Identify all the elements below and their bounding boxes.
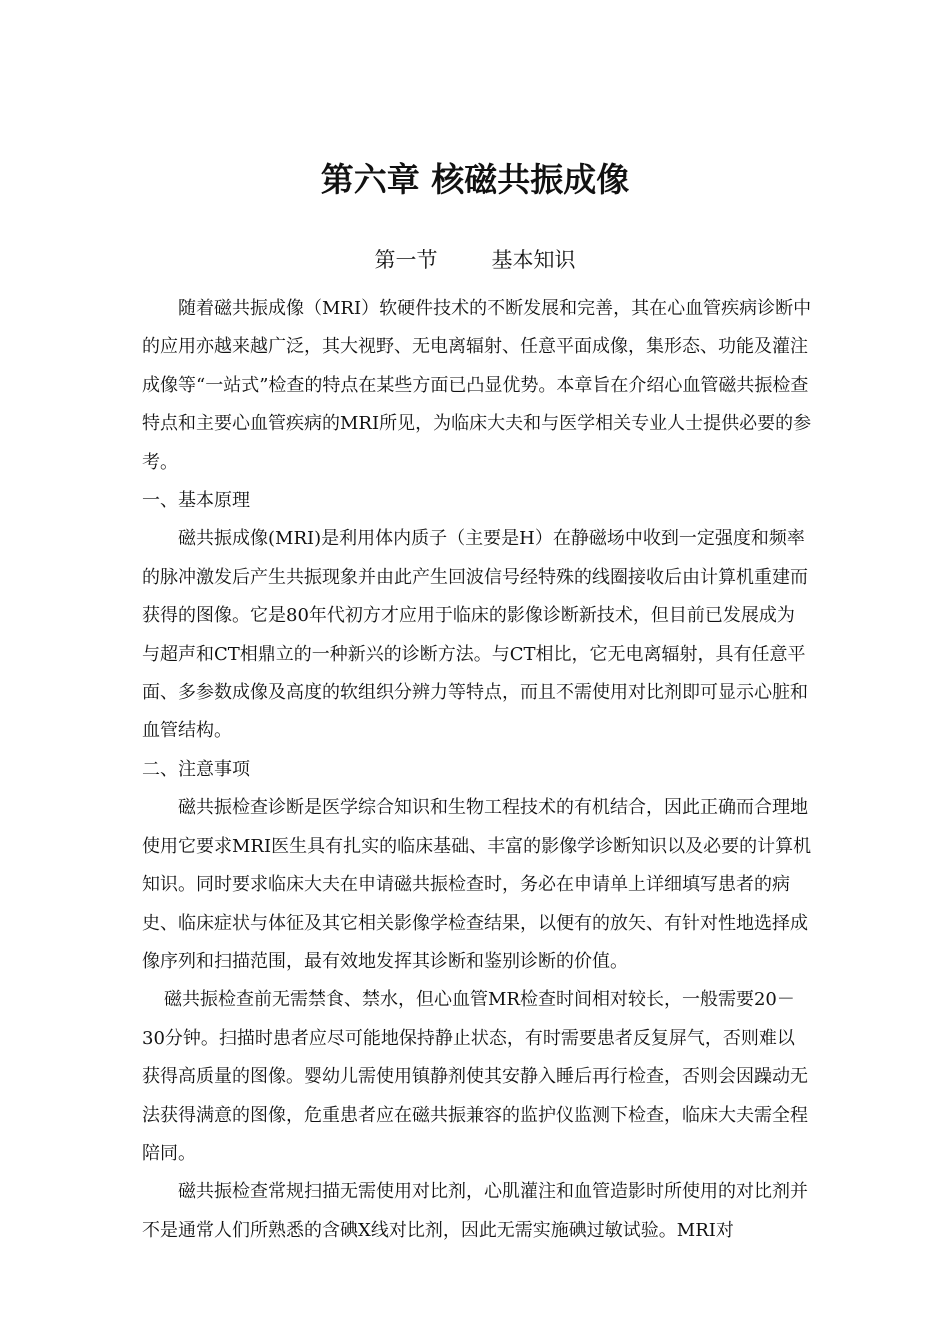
heading-basic-principle: 一、基本原理 xyxy=(142,490,250,512)
document-body xyxy=(142,290,812,1250)
notice-paragraph-1: 磁共振检查诊断是医学综合知识和生物工程技术的有机结合，因此正确而合理地使用它要求MRI医生具有扎实的临床基础、丰富的影像学诊断知识以及必要的计算机知识。同时要求临床大夫在申请磁共振检查时，务必在申请单上详细填写患者的病史、临床症状与体征及其它相关影像学检查结果，以便有的放矢、有针对性地选择成像序列和扫描范围，最有效地发挥其诊断和鉴别诊断的价值。 xyxy=(142,797,812,972)
section-name: 基本知识 xyxy=(491,248,576,272)
section-title xyxy=(0,242,950,278)
chapter-title: 第六章 核磁共振成像 xyxy=(320,160,630,199)
intro-paragraph: 随着磁共振成像（MRI）软硬件技术的不断发展和完善，其在心血管疾病诊断中的应用亦越来越广泛，其大视野、无电离辐射、任意平面成像，集形态、功能及灌注成像等“一站式”检查的特点在某些方面已凸显优势。本章旨在介绍心血管磁共振检查特点和主要心血管疾病的MRI所见，为临床大夫和与医学相关专业人士提供必要的参考。 xyxy=(142,298,812,473)
principle-paragraph: 磁共振成像(MRI)是利用体内质子（主要是H）在静磁场中收到一定强度和频率的脉冲激发后产生共振现象并由此产生回波信号经特殊的线圈接收后由计算机重建而获得的图像。它是80年代初方才应用于临床的影像诊断新技术，但目前已发展成为与超声和CT相鼎立的一种新兴的诊断方法。与CT相比，它无电离辐射，具有任意平面、多参数成像及高度的软组织分辨力等特点，而且不需使用对比剂即可显示心脏和血管结构。 xyxy=(142,528,808,742)
heading-notice: 二、注意事项 xyxy=(142,758,250,780)
notice-paragraph-2: 磁共振检查前无需禁食、禁水，但心血管MR检查时间相对较长，一般需要20－30分钟。扫描时患者应尽可能地保持静止状态，有时需要患者反复屏气，否则难以获得高质量的图像。婴幼儿需使用镇静剂使其安静入睡后再行检查，否则会因躁动无法获得满意的图像，危重患者应在磁共振兼容的监护仪监测下检查，临床大夫需全程陪同。 xyxy=(142,989,808,1164)
notice-paragraph-3: 磁共振检查常规扫描无需使用对比剂，心肌灌注和血管造影时所使用的对比剂并不是通常人们所熟悉的含碘X线对比剂，因此无需实施碘过敏试验。MRI对 xyxy=(142,1181,808,1241)
section-number: 第一节 xyxy=(374,248,438,272)
